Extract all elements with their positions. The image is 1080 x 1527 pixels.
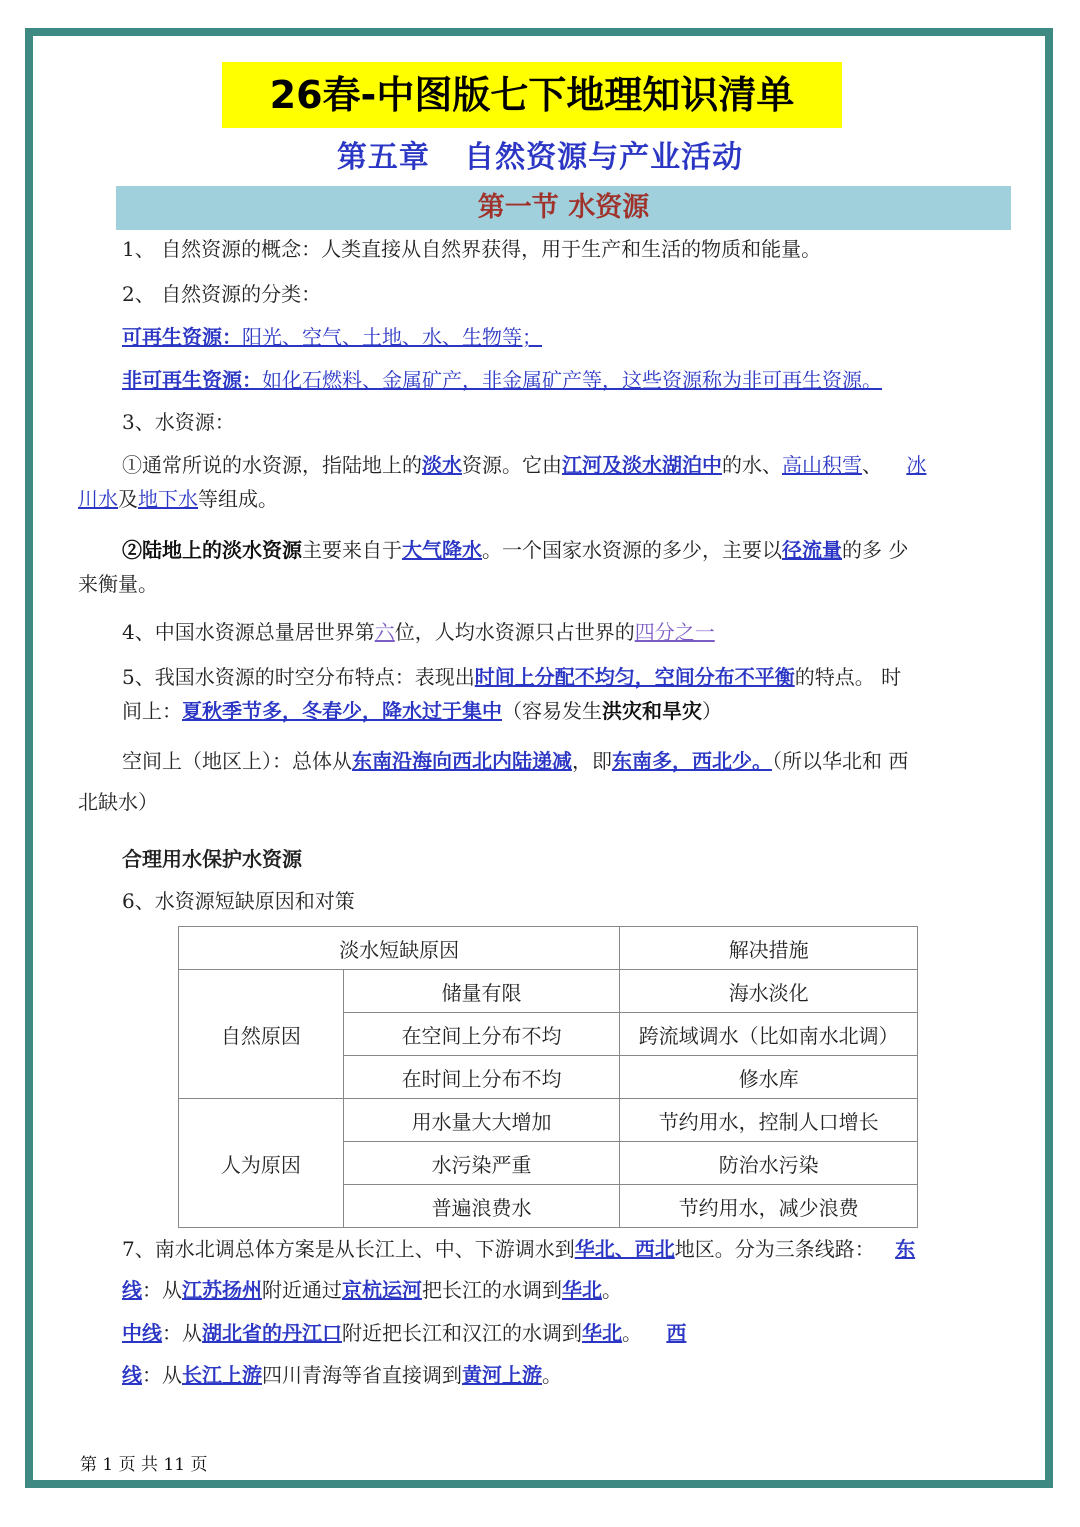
page-title: 26春-中图版七下地理知识清单 [222, 62, 842, 128]
table-cell: 防治水污染 [620, 1142, 918, 1185]
paragraph-5-space-line2: 北缺水） [78, 790, 158, 814]
chapter-heading: 第五章 自然资源与产业活动 [336, 140, 744, 175]
paragraph-7-middle: 中线：从湖北省的丹江口附近把长江和汉江的水调到华北。 西 [122, 1321, 687, 1345]
table-cell: 修水库 [620, 1056, 918, 1099]
table-row [179, 1099, 918, 1142]
paragraph-1: 1、 自然资源的概念：人类直接从自然界获得，用于生产和生活的物质和能量。 [122, 237, 822, 261]
subheading: 合理用水保护水资源 [122, 847, 302, 871]
table-cell: 节约用水，减少浪费 [620, 1185, 918, 1228]
paragraph-7-line1: 7、南水北调总体方案是从长江上、中、下游调水到华北、西北地区。分为三条线路： 东 [122, 1237, 916, 1261]
paragraph-3a-line2: 川水及地下水等组成。 [78, 487, 278, 511]
paragraph-5-line1: 5、我国水资源的时空分布特点：表现出时间上分配不均匀，空间分布不平衡的特点。 时 [122, 665, 902, 689]
table-cell: 节约用水，控制人口增长 [620, 1099, 918, 1142]
renewable-line: 可再生资源：阳光、空气、土地、水、生物等； [122, 325, 542, 349]
paragraph-7-east: 线：从江苏扬州附近通过京杭运河把长江的水调到华北。 [122, 1278, 622, 1302]
nonrenewable-line: 非可再生资源：如化石燃料、金属矿产，非金属矿产等，这些资源称为非可再生资源。 [122, 368, 882, 392]
table-cell: 普遍浪费水 [343, 1185, 620, 1228]
table-header-cell: 淡水短缺原因 [179, 927, 620, 970]
table-cell: 在时间上分布不均 [343, 1056, 620, 1099]
group-cell: 人为原因 [179, 1099, 344, 1228]
paragraph-3b-line1: ②陆地上的淡水资源主要来自于大气降水。一个国家水资源的多少，主要以径流量的多 少 [122, 538, 909, 562]
paragraph-7-west: 线：从长江上游四川青海等省直接调到黄河上游。 [122, 1363, 562, 1387]
table-cell: 用水量大大增加 [343, 1099, 620, 1142]
table-cell: 储量有限 [343, 970, 620, 1013]
paragraph-6: 6、水资源短缺原因和对策 [122, 889, 355, 913]
table-row [179, 970, 918, 1013]
page-number: 第 1 页 共 11 页 [80, 1455, 208, 1475]
table-header-row [179, 927, 918, 970]
table-cell: 海水淡化 [620, 970, 918, 1013]
paragraph-3: 3、水资源： [122, 410, 235, 434]
group-cell: 自然原因 [179, 970, 344, 1099]
table-cell: 跨流域调水（比如南水北调） [620, 1013, 918, 1056]
paragraph-3a-line1: ①通常所说的水资源，指陆地上的淡水资源。它由江河及淡水湖泊中的水、高山积雪、 冰 [122, 453, 927, 477]
table-cell: 水污染严重 [343, 1142, 620, 1185]
paragraph-5-space-line1: 空间上（地区上）：总体从东南沿海向西北内陆递减，即东南多，西北少。（所以华北和 西 [122, 749, 909, 773]
paragraph-5-line2: 间上：夏秋季节多，冬春少，降水过于集中（容易发生洪灾和旱灾） [122, 699, 722, 723]
table-header-cell: 解决措施 [620, 927, 918, 970]
section-heading: 第一节 水资源 [116, 186, 1011, 230]
paragraph-3b-line2: 来衡量。 [78, 572, 158, 596]
shortage-table [178, 926, 918, 1228]
paragraph-2: 2、 自然资源的分类： [122, 282, 322, 306]
table-cell: 在空间上分布不均 [343, 1013, 620, 1056]
paragraph-4: 4、中国水资源总量居世界第六位，人均水资源只占世界的四分之一 [122, 620, 715, 644]
